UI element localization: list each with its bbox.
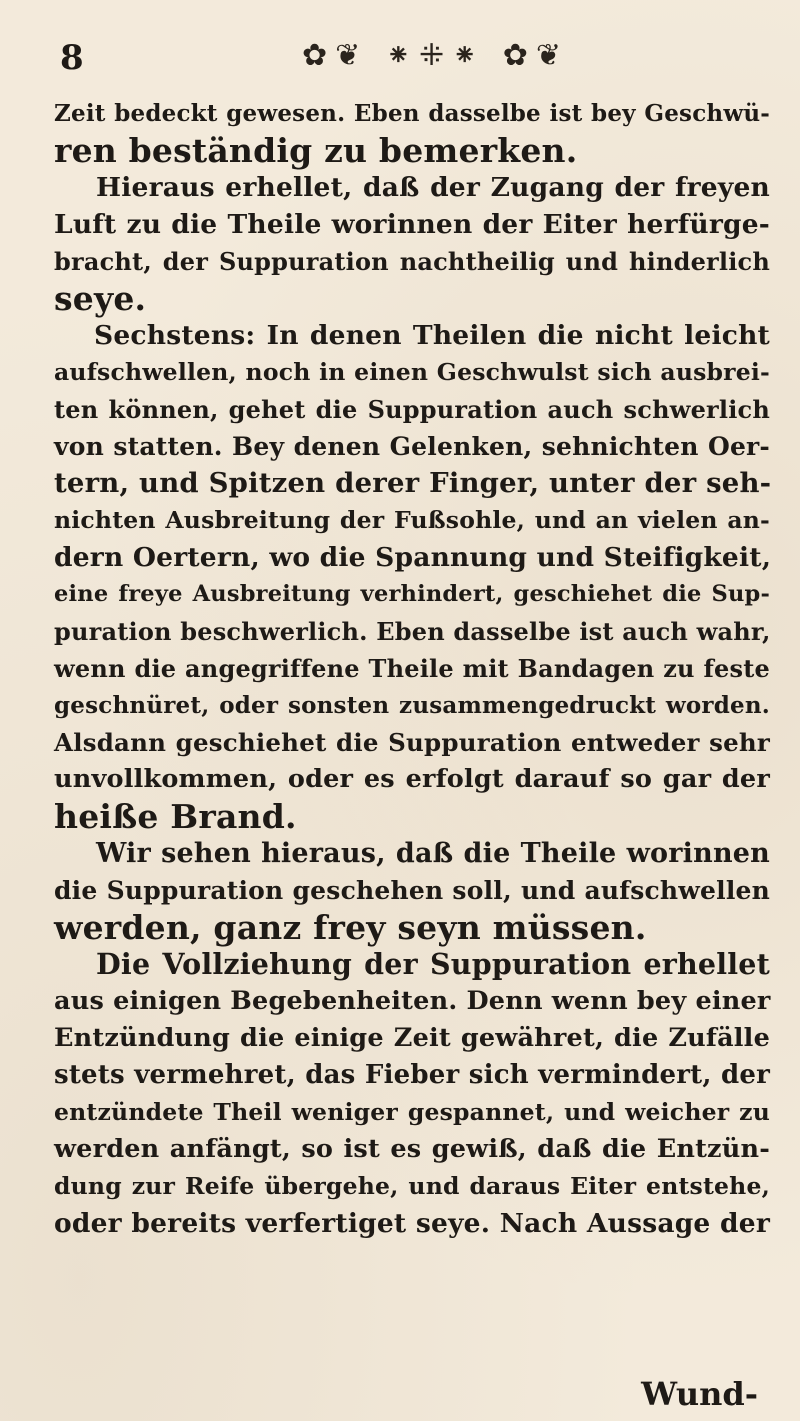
text-line: von statten. Bey denen Gelenken, sehnichten Oer- [54, 432, 770, 461]
page-header [52, 36, 752, 80]
body-text [54, 95, 770, 1242]
text-line: dung zur Reife übergehe, und daraus Eiter entstehe, [54, 1172, 770, 1200]
text-line: die Suppuration geschehen soll, und aufschwellen [54, 876, 770, 905]
text-line: seye. [54, 279, 147, 318]
page-number: 8 [60, 38, 84, 78]
text-line: ten können, gehet die Suppuration auch schwerlich [54, 395, 770, 424]
text-line: Die Vollziehung der Suppuration erhellet [96, 947, 770, 981]
text-line: bracht, der Suppuration nachtheilig und hinderlich [54, 247, 770, 276]
text-line: Alsdann geschiehet die Suppuration entweder sehr [54, 728, 770, 757]
header-ornament: ✿❦ ⁕⁜⁕ ✿❦ [302, 38, 570, 73]
text-line: eine freye Ausbreitung verhindert, geschiehet die Sup- [54, 581, 770, 607]
text-line: werden, ganz frey seyn müssen. [54, 908, 647, 947]
catchword: Wund- [641, 1375, 758, 1413]
text-line: Hieraus erhellet, daß der Zugang der freyen [96, 172, 770, 203]
text-line: unvollkommen, oder es erfolgt darauf so gar der [54, 764, 770, 794]
text-line: Entzündung die einige Zeit gewähret, die Zufälle [54, 1023, 770, 1053]
text-line: oder bereits verfertiget seye. Nach Aussage der [54, 1208, 770, 1239]
text-line: Luft zu die Theile worinnen der Eiter herfürge- [54, 209, 770, 240]
text-line: dern Oertern, wo die Spannung und Steifigkeit, [54, 542, 772, 573]
text-line: wenn die angegriffene Theile mit Bandagen zu feste [54, 654, 770, 683]
text-line: heiße Brand. [54, 797, 297, 836]
text-line: Zeit bedeckt gewesen. Eben dasselbe ist bey Geschwü- [54, 100, 770, 127]
text-line: geschnüret, oder sonsten zusammengedruckt worden. [54, 692, 770, 719]
text-line: stets vermehret, das Fieber sich vermindert, der [54, 1060, 770, 1090]
text-line: ren beständig zu bemerken. [54, 131, 578, 170]
text-line: nichten Ausbreitung der Fußsohle, und an vielen an- [54, 506, 770, 534]
text-line: werden anfängt, so ist es gewiß, daß die Entzün- [54, 1134, 770, 1164]
text-line: aufschwellen, noch in einen Geschwulst sich ausbrei- [54, 358, 770, 386]
text-line: puration beschwerlich. Eben dasselbe ist auch wahr, [54, 617, 771, 646]
text-line: Wir sehen hieraus, daß die Theile worinnen [96, 838, 770, 869]
text-line: Sechstens: In denen Theilen die nicht leicht [94, 320, 770, 351]
text-line: aus einigen Begebenheiten. Denn wenn bey einer [54, 986, 771, 1016]
text-line: tern, und Spitzen derer Finger, unter der seh- [54, 467, 772, 499]
text-line: entzündete Theil weniger gespannet, und weicher zu [54, 1098, 770, 1126]
